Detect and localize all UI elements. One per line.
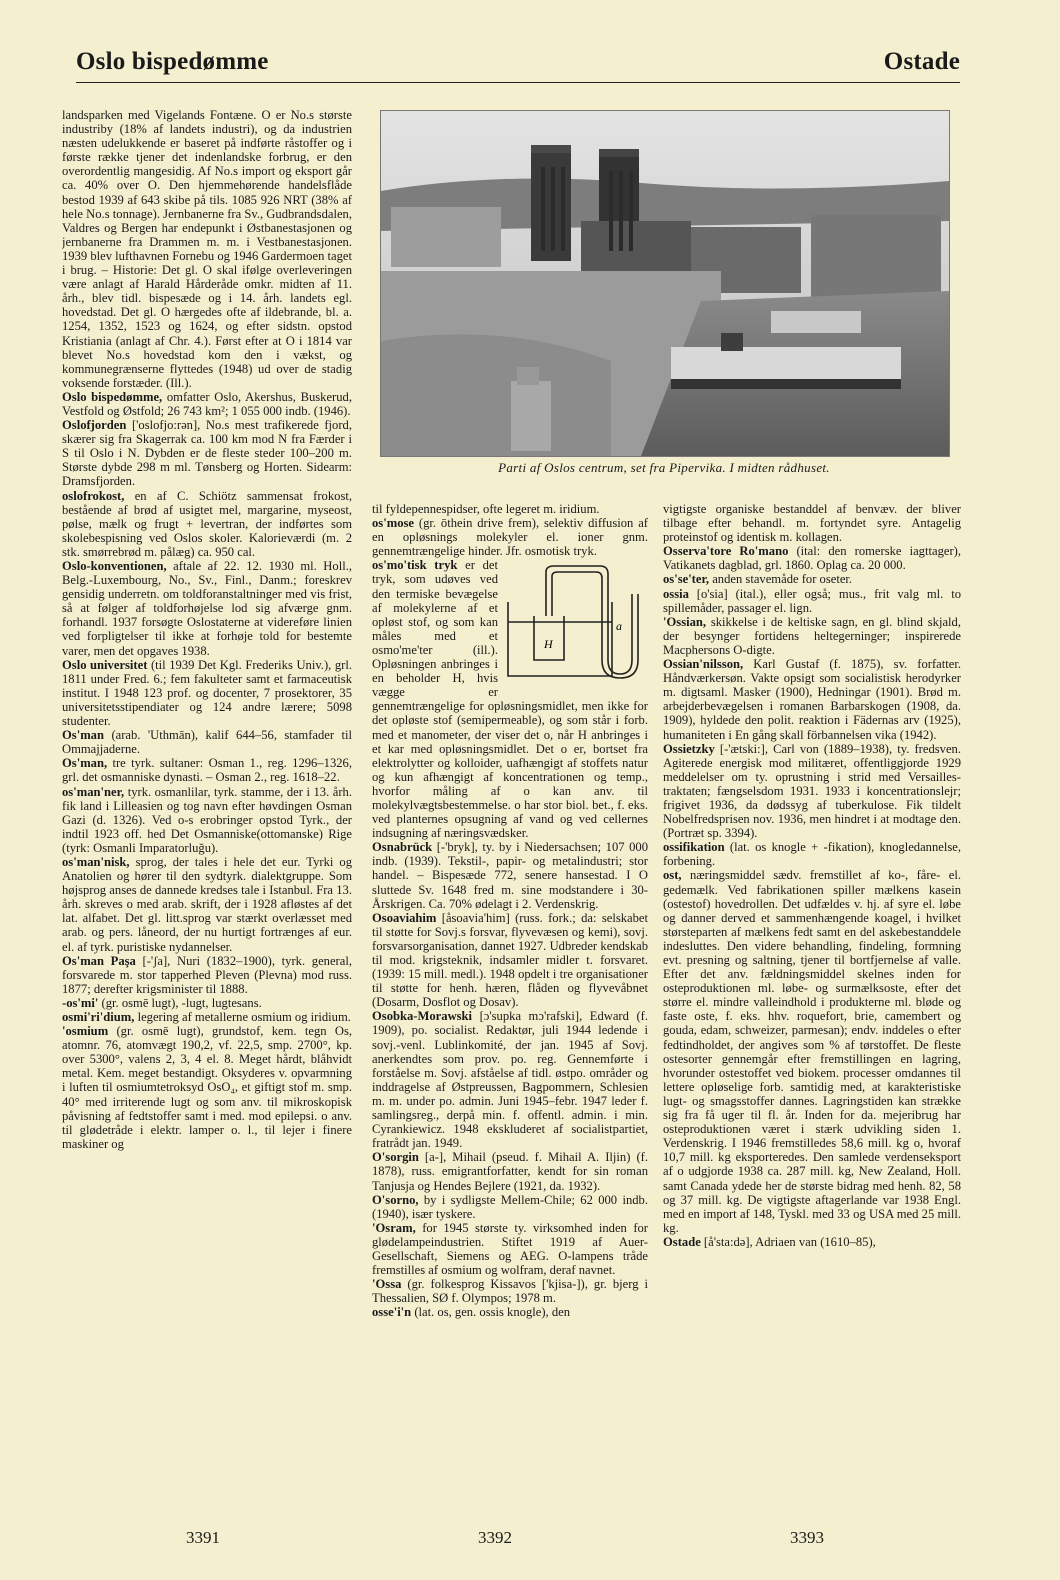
entry-headword: os'mo'tisk tryk	[372, 558, 458, 573]
entry-text: by i sydligste Mellem-Chile; 62 000 indb. (1940), især tyskere.	[372, 1192, 648, 1221]
entry-headword: osmi'ri'dium,	[62, 1010, 135, 1024]
page-number-right: 3393	[790, 1528, 824, 1547]
entry-text: (gr. osmē lugt), -lugt, lugtesans.	[98, 995, 262, 1010]
entry	[372, 1277, 648, 1305]
entry	[372, 1150, 648, 1192]
entry-headword: osse'i'n	[372, 1305, 412, 1320]
entry	[62, 658, 352, 728]
entry-headword: Ossian'nilsson,	[663, 657, 744, 672]
entry-headword: 'osmium	[62, 1024, 109, 1039]
entry	[372, 1009, 648, 1150]
entry-headword: 'Ossian,	[663, 614, 707, 629]
osmometer-diagram	[504, 564, 648, 682]
entry-text: (gr. ōthein drive frem), selektiv diffusion af en opløsnings molekyler el. ioner gnm. gennemtrængelige hinder. Jfr. osmotisk tryk.	[372, 516, 648, 559]
entry-text: (ital: den romerske iagttager), Vatikanets dagblad, grl. 1860. Oplag ca. 20 000.	[663, 544, 961, 573]
entry-headword: Os'man	[62, 728, 104, 743]
entry	[372, 1193, 648, 1221]
entry	[372, 1221, 648, 1277]
entry-text: (til 1939 Det Kgl. Frederiks Univ.), grl. 1811 under Fred. 6.; fem fakulteter samt et farmaceutisk institut. I 1948 123 prof. og docenter, 7 prosektorer, 35 universitetsstipendiater og 124 andre lærere; 5098 studenter.	[62, 657, 352, 729]
entry-text: tre tyrk. sultaner: Osman 1., reg. 1296–1326, grl. det osmanniske dynasti. – Osman 2., reg. 1618–22.	[62, 756, 352, 785]
page-number-center: 3392	[478, 1528, 512, 1547]
entry	[663, 742, 961, 841]
entry-text: er det tryk, som udøves ved den termiske bevægelse af molekylerne af et opløst stof, og som kan måles med et osmo'me'ter (ill.). Opløsningen anbringes i en beholder H, hvis vægge er gennemtrængelige for opløsningsmidlet, men ikke for det opløste stof (semipermeable), og som står i forb. med et manometer, der viser det o, når H anbringes i et kar med opløsningsmidlet. Det o er, bortset fra elektrolytter og kolloider, uafhængigt af stoffets natur og kun afhængigt af koncentrationen og temp., hvorfor måling af o kan anv. til molekylvægtsbestemmelse. o har stor biol. bet., f. eks. ved planternes opsugning af vand og ved cellernes indsugning af næringsvædsker.	[372, 558, 648, 841]
entry-text: vigtigste organiske bestanddel af benvæv. der bliver tilbage efter behandl. m. fortyndet syre. Antagelig proteinstof og identisk m. kollagen.	[663, 502, 961, 545]
entry-text: skikkelse i de keltiske sagn, en gl. blind skjald, der besynger fortidens heltegerninger; inspirerede Macphersons O-digte.	[663, 614, 961, 657]
entry	[372, 502, 648, 516]
entry-headword: 'Ossa	[372, 1277, 402, 1292]
entry	[62, 559, 352, 658]
osmometer-label-a: a	[616, 619, 622, 634]
entry-text: (arab. 'Uthmān), kalif 644–56, stamfader til Ommajjaderne.	[62, 728, 352, 757]
entry-headword: Ostade	[663, 1234, 701, 1249]
entry-headword: ost,	[663, 868, 682, 883]
entry	[62, 954, 352, 996]
entry	[62, 418, 352, 488]
entry	[62, 390, 352, 418]
entry-text: anden stavemåde for oseter.	[709, 572, 853, 587]
entry-headword: O'sorgin	[372, 1150, 419, 1165]
entry-text: (lat. os, gen. ossis knogle), den	[411, 1305, 571, 1320]
entry-headword: os'man'nisk,	[62, 854, 130, 869]
entry-headword: os'se'ter,	[663, 572, 710, 587]
photo-caption: Parti af Oslos centrum, set fra Pipervika. I midten rådhuset.	[498, 460, 830, 475]
entry-headword: -os'mi'	[62, 995, 99, 1010]
entry-headword: oslofrokost,	[62, 488, 125, 503]
column-2-content	[372, 502, 648, 1319]
page-number-left: 3391	[186, 1528, 220, 1547]
entry	[62, 1024, 352, 1151]
entry-headword: Osobka-Morawski	[372, 1009, 473, 1024]
photo-illustration	[381, 111, 949, 456]
entry	[62, 489, 352, 559]
entry	[62, 108, 352, 390]
entry-text: Karl Gustaf (f. 1875), sv. forfatter. Håndværkersøn. Vakte opsigt som socialistisk herodyrker m. digtsaml. Masker (1900), Hedningar (1901). Brød m. arbejderbevægelsen i romanen Barbarskogen (1908, da. 1909), hyldede den polit. reaktion i Fädernas arv (1925), humaniteten i En gång skall förbannelsen vika (1942).	[663, 657, 961, 742]
entry	[372, 558, 648, 840]
entry	[663, 1235, 961, 1249]
entry-headword: Osnabrück	[372, 840, 433, 855]
entry	[663, 657, 961, 742]
entry-text: (gr. folkesprog Kissavos ['kjisa-]), gr. bjerg i Thessalien, SØ f. Olympos; 1978 m.	[372, 1277, 648, 1306]
entry	[663, 587, 961, 615]
entry-headword: Osoaviahim	[372, 910, 437, 925]
entry-headword: 'Osram,	[372, 1220, 416, 1235]
entry	[372, 516, 648, 558]
entry-text: for 1945 største ty. virksomhed inden for glødelampeindustrien. Stiftet 1919 af Auer-Gesellschaft, Siemens og AEG. O-lampens tråde fremstilles af osmium og wolfram, deraf navnet.	[372, 1220, 648, 1278]
entry-text: til fyldepennespidser, ofte legeret m. iridium.	[372, 502, 600, 516]
entry-text: [-'ætski:], Carl von (1889–1938), ty. fredsven. Agiterede energisk mod militæret, offentliggjorde 1929 meddelelser om ty. oprustning i strid med Versailles-traktaten; fængselsdom 1931. 1933 i koncentrationslejr; frigivet 1936, da dødssyg af tuberkulose. Fik tildelt Nobelfredsprisen nov. 1936, men hindret i at modtage den. (Portræt sp. 3394).	[663, 741, 961, 841]
entry-headword: os'mose	[372, 516, 414, 531]
column-1	[62, 108, 352, 1476]
osmometer-label-h: H	[544, 637, 553, 652]
entry	[62, 756, 352, 784]
entry-text: [o'sia] (ital.), eller også; mus., frit valg ml. to spillemåder, passager el. lign.	[663, 586, 961, 615]
entry-headword: O'sorno,	[372, 1192, 419, 1207]
entry-text: næringsmiddel sædv. fremstillet af ko-, fåre- el. gedemælk. Ved fabrikationen spiller mælkens kasein (ostestof) hovedrollen. Det udfældes v. hj. af syre el. løbe og danner derved et sammenhængende koagel, i hvilket størsteparten af mælkens fedt samt en del askebestanddele indesluttes. Den videre behandling, findeling, formning evt. presning og saltning, tjener til bortfjernelse af valle. Efter det anv. fældningsmiddel skelnes inden for osteproduktionen ml. løbe- og surmælksoste, efter det større el. mindre valleindhold i produkterne ml. bløde og faste oste, f. eks. hhv. roquefort, brie, camembert og gouda, edam, schweizer, parmesan); endv. inddeles o efter fedtindholdet, der angives som % af tørstoffet. De fleste ostesorter gennemgår efter fremstillingen en lagring, hvorunder ostestoffet ved biokem. processer omdannes til lettere opløselige forb. samtidig med, at karakteristiske lugt- og smagsstoffer dannes. Lagringstiden kan strække sig fra få uger til fl. år. Inden for da. mejeribrug har osteproduktionen været i stærk udvikling siden 1. Verdenskrig. I 1946 fremstilledes 58,6 mill. kg o, hvoraf 10,7 mill. kg eksporteredes. Den samlede verdenseksport af o udgjorde 1938 ca. 287 mill. kg, New Zealand, Holl. samt Canada ydede her de største bidrag med henh. 82, 58 og 37 mill. kg. De vigtigste aftagerlande var 1938 Engl. med en import af 148, Tyskl. med 33 og USA med 25 mill. kg.	[663, 868, 961, 1235]
column-2	[372, 502, 648, 1468]
entry	[372, 840, 648, 910]
entry	[663, 868, 961, 1234]
entry-text: [-'ʃa], Nuri (1832–1900), tyrk. general, forsvarede m. stor tapperhed Pleven (Plevna) mod russ. 1877; derefter krigsminister til 1888.	[62, 953, 352, 996]
entry	[62, 785, 352, 855]
entry	[663, 572, 961, 586]
entry	[372, 911, 648, 1010]
entry-text: [åsoavia'him] (russ. fork.; da: selskabet til støtte for Sovj.s forsvar, flyvevæsen og kemi), sovj. forsvarsorganisation, dannet 1927. Udbreder kendskab til mod. krigsteknik, indsamler midler t. forsvaret. (1939: 15 mill. medl.). 1948 opdelt i tre organisationer til støtte for henh. hæren, flåden og flyvevåbnet (Dosarm, Dosflot og Dosav).	[372, 910, 648, 1010]
entry-text: omfatter Oslo, Akershus, Buskerud, Vestfold og Østfold; 26 743 km²; 1 055 000 indb. (1946).	[62, 389, 352, 418]
header-left-title: Oslo bispedømme	[76, 48, 269, 75]
entry-text: landsparken med Vigelands Fontæne. O er No.s største industriby (18% af landets industri), og da industrien næsten udelukkende er baseret på indførte råstoffer og i første række tjener det indenlandske forbrug, er den overordentlig mangesidig. Af No.s import og eksport går ca. 40% over O. Den hjemmehørende handelsflåde bestod 1939 af 643 skibe på tils. 1085 926 NRT (38% af hele No.s tonnage). Jernbanerne fra Sv., Gudbrandsdalen, Valdres og Bergen har endepunkt i Østbanestasjonen og jernbanerne fra Drammen m. m. i Vestbanestasjonen. 1939 blev lufthavnen Fornebu og 1946 Gardermoen taget i brug. – Historie: Det gl. O skal ifølge overleveringen være anlagt af Harald Hårderåde omkr. midten af 11. årh., blev tidl. bispesæde og i 14. årh. landets egl. hovedstad. Det gl. O hærgedes ofte af ildebrande, bl. a. 1254, 1352, 1523 og 1624, og efter sidstn. opstod Kristiania (anlagt af Chr. 4.). Først efter at O i 1814 var blevet No.s hovedstad kom den i vækst, og kommunegrænserne flyttedes (1948) ud over de stadig voksende forstæder. (Ill.).	[62, 108, 352, 390]
entry	[663, 502, 961, 544]
page-header	[76, 48, 960, 83]
entry-text: sprog, der tales i hele det eur. Tyrki og Anatolien og hører til den sydtyrk. dialektgruppe. Som højsprog anses de dannede kredses tale i Istanbul. Fra 13. årh. skreves o med arab. skrift, der i 1928 afløstes af det lat. alfabet. Det gl. litt.sprog var stærkt overlæsset med arab. og pers. låneord, der nu hurtigt fortrænges af eur. el. af tyrk. puristiske nydannelser.	[62, 854, 352, 954]
entry	[62, 1010, 352, 1024]
entry-headword: ossifikation	[663, 840, 725, 855]
entry-headword: os'man'ner,	[62, 784, 125, 799]
entry-text: aftale af 22. 12. 1930 ml. Holl., Belg.-Luxembourg, No., Sv., Finl., Danm.; foreskrev gensidig underretn. om toldforanstaltninger med vis frist, så at følger af toldforhøjelse lod sig afværge gnm. forhandl. 1937 forsøgte Oslostaterne at videreføre linien ved forpligtelser til ikke at forhøje told for bestemte varer, men det opgaves 1938.	[62, 559, 352, 658]
entry-text: [a-], Mihail (pseud. f. Mihail A. Iljin) (f. 1878), russ. emigrantforfatter, kendt for sin roman Tanjusja og Hendes Bejlere (1921, da. 1932).	[372, 1150, 648, 1193]
entry	[663, 840, 961, 868]
entry-text: (lat. os knogle + -fikation), knogledannelse, forbening.	[663, 840, 961, 869]
entry-headword: ossia	[663, 586, 689, 601]
entry-text: tyrk. osmanlilar, tyrk. stamme, der i 13. årh. fik land i Lilleasien og tog navn efter høvdingen Osman Gazi (d. 1326). Ved o-s erobringer opstod Tyrk., der indtil 1923 off. hed Det Osmanniske(ottomanske) Rige (tyrk: Osmanli Imparatorluğu).	[62, 784, 352, 855]
entry-headword: Os'man Paşa	[62, 953, 136, 968]
header-right-title: Ostade	[883, 48, 960, 75]
entry-headword: Ossietzky	[663, 741, 715, 756]
entry	[62, 728, 352, 756]
oslo-city-photo	[380, 110, 950, 457]
entry-text: en af C. Schiötz sammensat frokost, bestående af brød af usigtet mel, margarine, myseost, pølse, mælk og frugt + levertran, der indførtes som skolebespisning ved Oslos skoler. Kalorieværdi (m. 2 stk. smørrebrød m. pålæg) ca. 950 cal.	[62, 488, 352, 559]
entry	[663, 615, 961, 657]
entry-text: [å'sta:də], Adriaen van (1610–85),	[700, 1234, 876, 1249]
entry	[372, 1305, 648, 1319]
entry-headword: Os'man,	[62, 756, 108, 771]
entry	[62, 996, 352, 1010]
entry-text: [ɔ'supka mɔ'rafski], Edward (f. 1909), po. socialist. Redaktør, juli 1944 ledende i sovj.-venl. Lublinkomité, der jan. 1945 af Sovj. anerkendtes som prov. po. reg. Gennemførte i forståelse m. Sovj. afståelse af tidl. østpo. områder og inddragelse af Østpreussen, Bagpommern, Schlesien m. m. under po. admin. Juni 1945–febr. 1947 leder f. samlingsreg., derpå min. f. offentl. admin. i min. Cyrankiewicz. 1948 ekskluderet af socialistpartiet, fratrådt jan. 1949.	[372, 1009, 648, 1151]
entry-headword: Osserva'tore Ro'mano	[663, 544, 789, 559]
entry-headword: Oslo-konventionen,	[62, 559, 167, 573]
entry-headword: Oslofjorden	[62, 418, 127, 433]
entry-headword: Oslo universitet	[62, 657, 148, 672]
column-3	[663, 502, 961, 1468]
entry-text: ['oslofjo:rən], No.s mest trafikerede fjord, skærer sig fra Skagerrak ca. 100 km mod N fra Færder i S til Oslo i N. Dybden er de fleste steder 100–200 m. Største dybde 298 m ml. Tønsberg og Horten. Sidearm: Dramsfjorden.	[62, 418, 352, 489]
entry	[62, 855, 352, 954]
entry-text: legering af metallerne osmium og iridium.	[134, 1010, 351, 1024]
entry-headword: Oslo bispedømme,	[62, 389, 163, 404]
entry-text: [-'bryk], ty. by i Niedersachsen; 107 000 indb. (1939). Tekstil-, papir- og metalindustri; stor handel. – Bispesæde 772, senere hansestad. I O sluttede Sv. 1648 fred m. sine modstandere i 30-Årskrigen. Ca. 70% ødelagt i 2. Verdenskrig.	[372, 840, 648, 911]
entry	[663, 544, 961, 572]
entry-text: (gr. osmē lugt), grundstof, kem. tegn Os, atomnr. 76, atomvægt 190,2, vf. 22,5, smp. 2700°, kp. over 5300°, valens 2, 3, 4 el. 8. Meget hårdt, blåhvidt metal. Kem. meget bestandigt. Oksyderes v. opvarmning i luften til osmiumtetroksyd OsO₄, et giftigt stof m. smp. 40° med irriterende lugt og som anv. til mikroskopisk påvisning af fedtstoffer samt i med. mod epilepsi. o anv. til glødetråde i elektr. lamper o. l., til lejer i finere maskiner og	[62, 1024, 352, 1151]
